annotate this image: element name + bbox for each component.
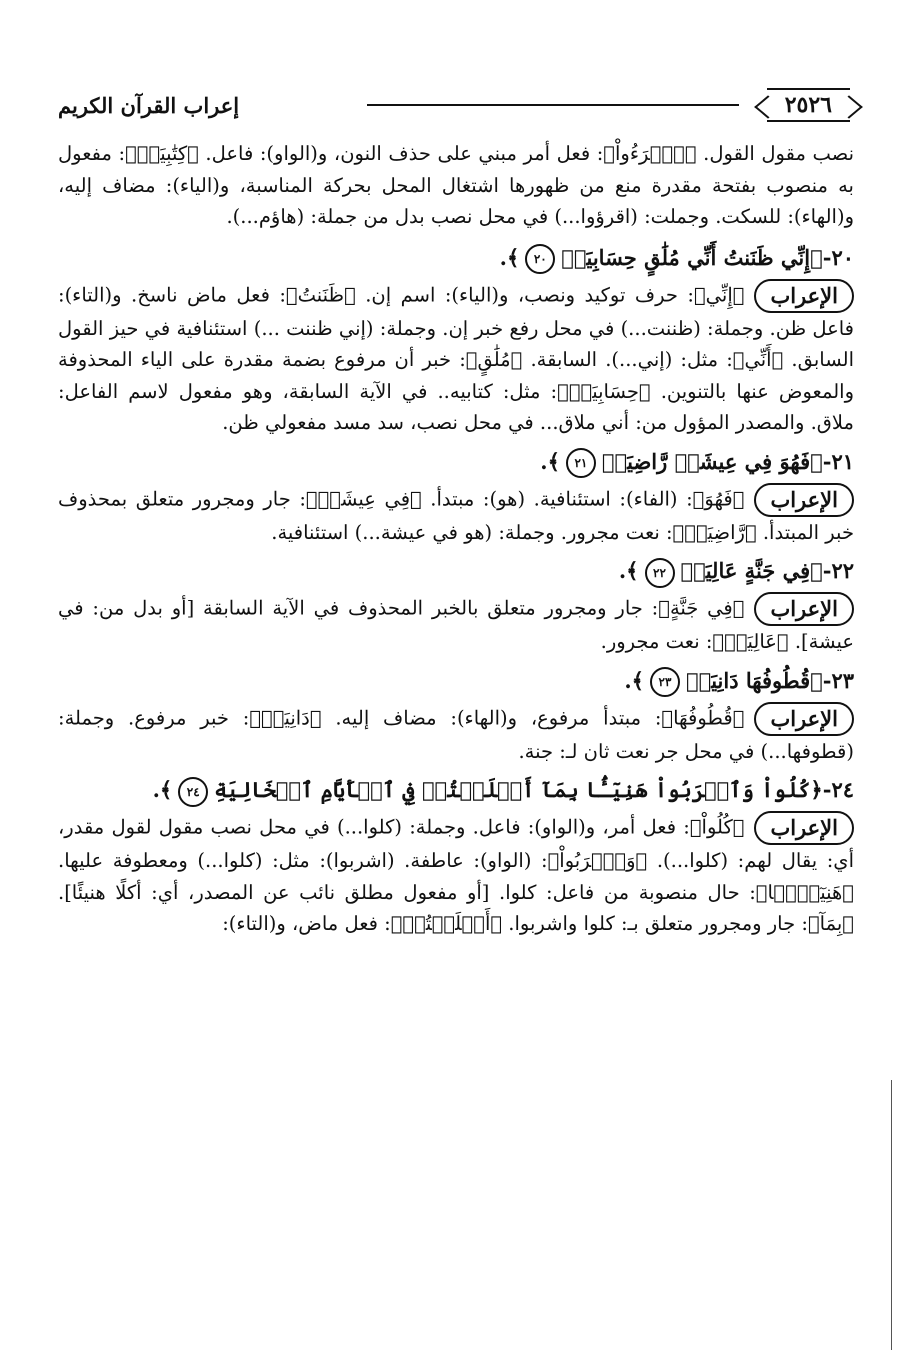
irab-paragraph [58,483,854,549]
ayah-end-icon: ٢٠ [525,244,555,274]
page-edge-line [891,1080,892,1350]
verse-text: ﴿فِي جَنَّةٍ عَالِيَةٖ [680,558,823,583]
closing-bracket: ﴾. [540,448,560,474]
irab-label: الإعراب [754,702,854,736]
closing-bracket: ﴾. [624,667,644,693]
verse-line [58,241,854,275]
verse-section-24 [58,773,854,940]
verse-line [58,554,854,588]
irab-label: الإعراب [754,592,854,626]
verse-text: ﴿فَهُوَ فِي عِيشَةٖ رَّاضِيَةٖ [601,448,823,474]
irab-paragraph [58,279,854,439]
irab-explanation: ﴿إِنِّي﴾: حرف توكيد ونصب، و(الياء): اسم إن. ﴿ظَنَنتُ﴾: فعل ماض ناسخ. و(التاء): فاعل ظن. وجملة: (ظننت...) في محل رفع خبر إن. وجملة: (إني ظننت ...) استئنافية في حيز القول السابق. ﴿أَنِّي﴾: مثل: (إني...). السابقة. ﴿مُلَٰقٍ﴾: خبر أن مرفوع بضمة مقدرة على الياء المحذوفة والمعوض عنها بالتنوين. ﴿حِسَابِيَهۡ﴾: مثل: كتابيه.. في الآية السابقة، وهو مفعول لاسم الفاعل: ملاق. والمصدر المؤول من: أني ملاق... في محل نصب، سد مسد مفعولي ظن. [58,283,854,434]
header-rule [367,104,739,106]
closing-bracket: ﴾. [618,558,639,583]
irab-label: الإعراب [754,279,854,313]
verse-line [58,773,854,807]
ayah-end-icon: ٢٤ [178,777,208,807]
verse-section-21 [58,445,854,549]
verse-number: ٢٤- [822,777,854,802]
irab-label: الإعراب [754,811,854,845]
verse-section-22 [58,554,854,658]
irab-explanation: ﴿كُلُواْ﴾: فعل أمر، و(الواو): فاعل. وجملة: (كلوا...) في محل نصب مقول لقول مقدر، أي: يقال لهم: (كلوا...). ﴿وَٱشۡرَبُواْ﴾: (الواو): عاطفة. (اشربوا): مثل: (كلوا...) ومعطوفة عليها. ﴿هَنِيٓـَٔۢا﴾: حال منصوبة من فاعل: كلوا. [أو مفعول مطلق نائب عن المصدر، أي: أكلًا هنيئًا]. ﴿بِمَآ﴾: جار ومجرور متعلق بـ: كلوا واشربوا. ﴿أَسۡلَفۡتُمۡ﴾: فعل ماض، و(التاء): [58,815,854,935]
verse-text: ﴿قُطُوفُهَا دَانِيَةٞ [686,667,823,693]
page [58,78,854,1353]
verse-section-20 [58,241,854,439]
closing-bracket: ﴾. [499,244,520,270]
irab-explanation: ﴿فَهُوَ﴾: (الفاء): استئنافية. (هو): مبتدأ. ﴿فِي عِيشَةٖ﴾: جار ومجرور متعلق بمحذوف خبر المبتدأ. ﴿رَّاضِيَةٖ﴾: نعت مجرور. وجملة: (هو في عيشة...) استئنافية. [58,487,854,544]
page-header [58,78,854,132]
irab-paragraph [58,702,854,768]
intro-paragraph: نصب مقول القول. ﴿ٱقۡرَءُواْ﴾: فعل أمر مبني على حذف النون، و(الواو): فاعل. ﴿كِتَٰبِيَهۡ﴾: مفعول به منصوب بفتحة مقدرة منع من ظهورها اشتغال المحل بحركة المناسبة، و(الياء): مضاف إليه، و(الهاء): للسكت. وجملت: (اقرؤوا...) في محل نصب بدل من جملة: (هاؤم...). [58,142,854,228]
verse-section-23 [58,664,854,768]
page-number: ٢٥٢٦ [767,88,850,122]
ayah-end-icon: ٢٢ [645,558,675,588]
book-title: إعراب القرآن الكريم [58,92,240,118]
verse-text: ﴿كُلُواْ وَٱشۡرَبُواْ هَنِيٓـَٔۢا بِمَآ أَسۡلَفۡتُمۡ فِي ٱلۡأَيَّامِ ٱلۡخَالِيَةِ [214,777,823,802]
closing-bracket: ﴾. [152,777,173,802]
irab-label: الإعراب [754,483,854,517]
verse-number: ٢٢- [822,558,854,583]
irab-paragraph [58,592,854,658]
verse-line [58,664,854,698]
verse-number: ٢٠- [822,244,854,270]
irab-explanation: ﴿فِي جَنَّةٍ﴾: جار ومجرور متعلق بالخبر المحذوف في الآية السابقة [أو بدل من: في عيشة]. ﴿عَالِيَةٖ﴾: نعت مجرور. [58,596,854,653]
verse-text: ﴿إِنِّي ظَنَنتُ أَنِّي مُلَٰقٍ حِسَابِيَهۡ [561,244,823,270]
verse-number: ٢٣- [822,667,854,693]
ayah-end-icon: ٢١ [566,448,596,478]
verse-number: ٢١- [822,448,854,474]
ayah-end-icon: ٢٣ [650,667,680,697]
verse-line [58,445,854,479]
irab-explanation: ﴿قُطُوفُهَا﴾: مبتدأ مرفوع، و(الهاء): مضاف إليه. ﴿دَانِيَةٞ﴾: خبر مرفوع. وجملة: (قطوفها...) في محل جر نعت ثان لـ: جنة. [58,706,854,763]
irab-paragraph [58,811,854,940]
